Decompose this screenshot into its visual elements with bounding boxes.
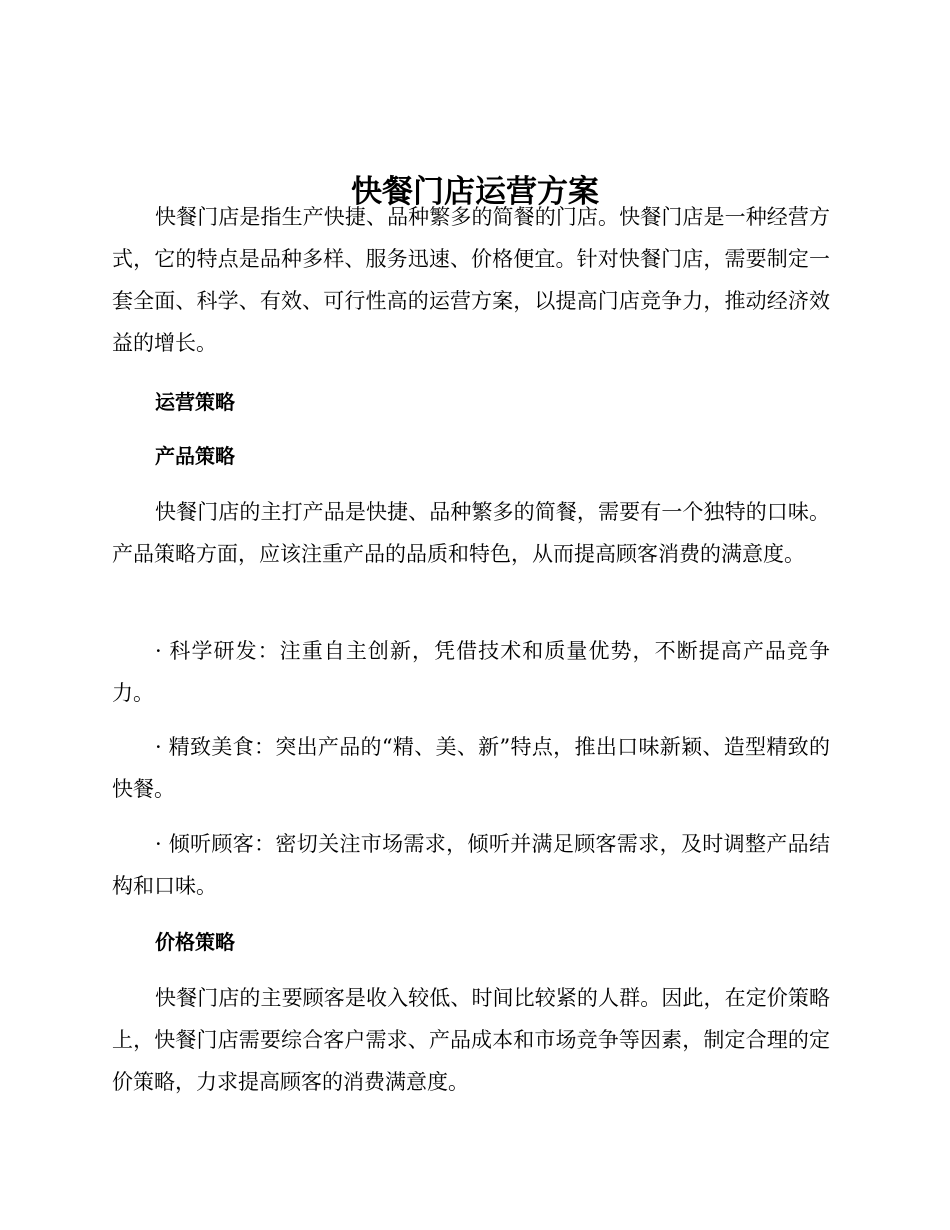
heading-price-strategy: 价格策略 bbox=[155, 930, 235, 954]
bullet-fine-food: · 精致美食：突出产品的“精、美、新”特点，推出口味新颖、造型精致的快餐。 bbox=[112, 735, 830, 801]
heading-product-strategy: 产品策略 bbox=[155, 444, 235, 468]
intro-paragraph: 快餐门店是指生产快捷、品种繁多的简餐的门店。快餐门店是一种经营方式，它的特点是品种多样、服务迅速、价格便宜。针对快餐门店，需要制定一套全面、科学、有效、可行性高的运营方案，以提高门店竞争力，推动经济效益的增长。 bbox=[112, 205, 830, 355]
product-strategy-paragraph: 快餐门店的主打产品是快捷、品种繁多的简餐，需要有一个独特的口味。产品策略方面，应该注重产品的品质和特色，从而提高顾客消费的满意度。 bbox=[112, 500, 830, 566]
bullet-research: · 科学研发：注重自主创新，凭借技术和质量优势，不断提高产品竞争力。 bbox=[112, 639, 830, 705]
bullet-listen-customers: · 倾听顾客：密切关注市场需求，倾听并满足顾客需求，及时调整产品结构和口味。 bbox=[112, 832, 830, 898]
document-title: 快餐门店运营方案 bbox=[351, 173, 599, 210]
heading-operations-strategy: 运营策略 bbox=[155, 390, 235, 414]
price-strategy-paragraph: 快餐门店的主要顾客是收入较低、时间比较紧的人群。因此，在定价策略上，快餐门店需要综合客户需求、产品成本和市场竞争等因素，制定合理的定价策略，力求提高顾客的消费满意度。 bbox=[112, 986, 830, 1094]
